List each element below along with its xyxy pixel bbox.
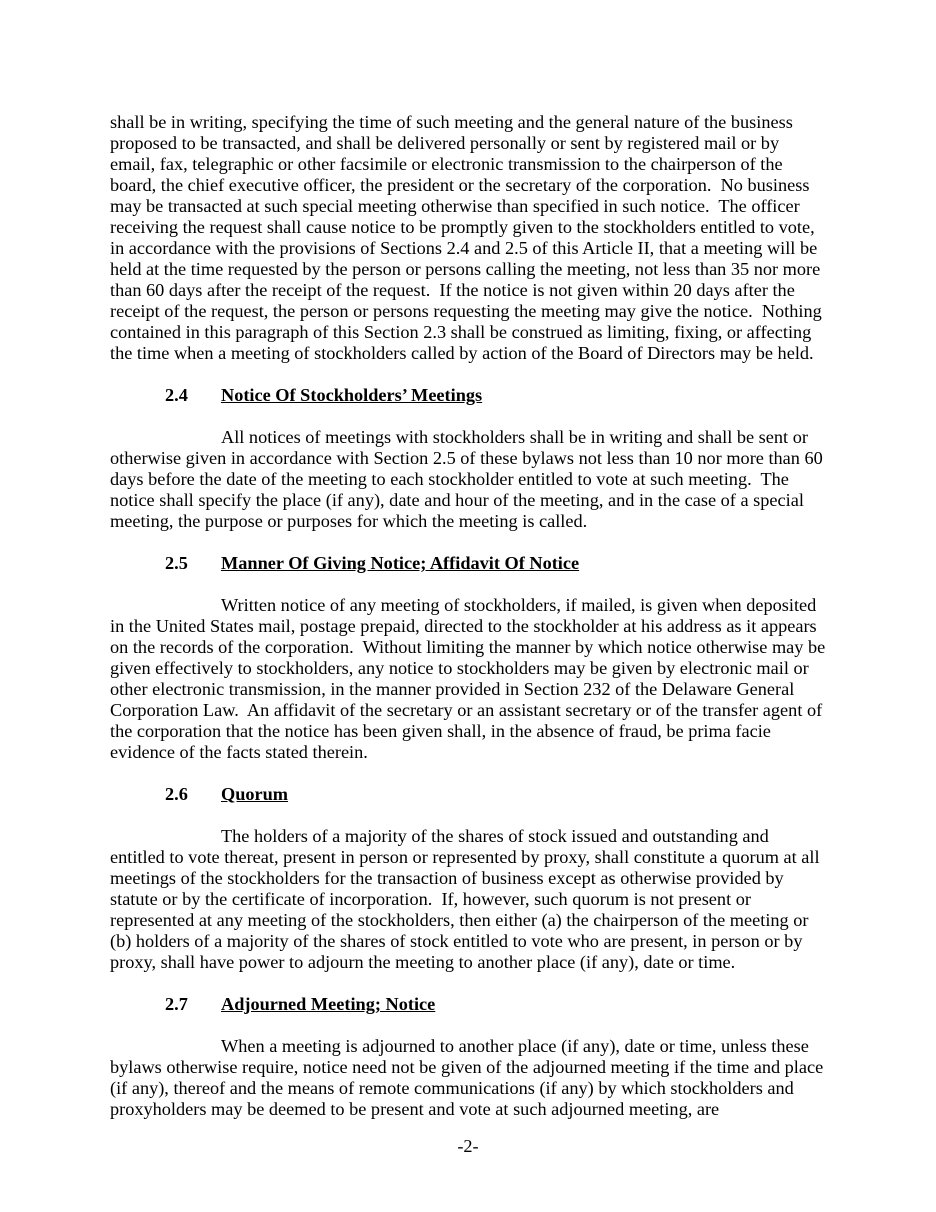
section-heading-2-5 (110, 553, 828, 574)
section-title: Manner Of Giving Notice; Affidavit Of Notice (221, 553, 580, 573)
section-heading-2-6 (110, 784, 828, 805)
section-title: Quorum (221, 784, 289, 804)
section-number: 2.6 (165, 784, 188, 804)
section-paragraph-2-5: Written notice of any meeting of stockholders, if mailed, is given when deposited in the United States mail, postage prepaid, directed to the stockholder at his address as it appears on the records of the corporation. Without limiting the manner by which notice otherwise may be given effectively to stockholders, any notice to stockholders may be given by electronic mail or other electronic transmission, in the manner provided in Section 232 of the Delaware General Corporation Law. An affidavit of the secretary or an assistant secretary or of the transfer agent of the corporation that the notice has been given shall, in the absence of fraud, be prima facie evidence of the facts stated therein. (110, 595, 830, 762)
section-paragraph-2-7: When a meeting is adjourned to another place (if any), date or time, unless these bylaws otherwise require, notice need not be given of the adjourned meeting if the time and place (if any), thereof and the means of remote communications (if any) by which stockholders and proxyholders may be deemed to be present and vote at such adjourned meeting, are (110, 1036, 828, 1119)
section-heading-2-7 (110, 994, 828, 1015)
section-paragraph-2-6: The holders of a majority of the shares of stock issued and outstanding and entitled to vote thereat, present in person or represented by proxy, shall constitute a quorum at all meetings of the stockholders for the transaction of business except as otherwise provided by statute or by the certificate of incorporation. If, however, such quorum is not present or represented at any meeting of the stockholders, then either (a) the chairperson of the meeting or (b) holders of a majority of the shares of stock entitled to vote who are present, in person or by proxy, shall have power to adjourn the meeting to another place (if any), date or time. (110, 826, 825, 972)
section-paragraph-2-4: All notices of meetings with stockholders shall be in writing and shall be sent or otherwise given in accordance with Section 2.5 of these bylaws not less than 10 nor more than 60 days before the date of the meeting to each stockholder entitled to vote at such meeting. The notice shall specify the place (if any), date and hour of the meeting, and in the case of a special meeting, the purpose or purposes for which the meeting is called. (110, 427, 828, 531)
page-number: -2- (457, 1136, 479, 1156)
section-title: Notice Of Stockholders’ Meetings (221, 385, 483, 405)
section-title: Adjourned Meeting; Notice (221, 994, 436, 1014)
section-number: 2.4 (165, 385, 188, 405)
document-body (110, 112, 828, 1141)
continuation-paragraph: shall be in writing, specifying the time of such meeting and the general nature of the business proposed to be transacted, and shall be delivered personally or sent by registered mail or by email, fax, telegraphic or other facsimile or electronic transmission to the chairperson of the board, the chief executive officer, the president or the secretary of the corporation. No business may be transacted at such special meeting otherwise than specified in such notice. The officer receiving the request shall cause notice to be promptly given to the stockholders entitled to vote, in accordance with the provisions of Sections 2.4 and 2.5 of this Article II, that a meeting will be held at the time requested by the person or persons calling the meeting, not less than 35 nor more than 60 days after the receipt of the request. If the notice is not given within 20 days after the receipt of the request, the person or persons requesting the meeting may give the notice. Nothing contained in this paragraph of this Section 2.3 shall be construed as limiting, fixing, or affecting the time when a meeting of stockholders called by action of the Board of Directors may be held. (110, 112, 827, 363)
section-number: 2.5 (165, 553, 188, 573)
section-heading-2-4 (110, 385, 828, 406)
section-number: 2.7 (165, 994, 188, 1014)
